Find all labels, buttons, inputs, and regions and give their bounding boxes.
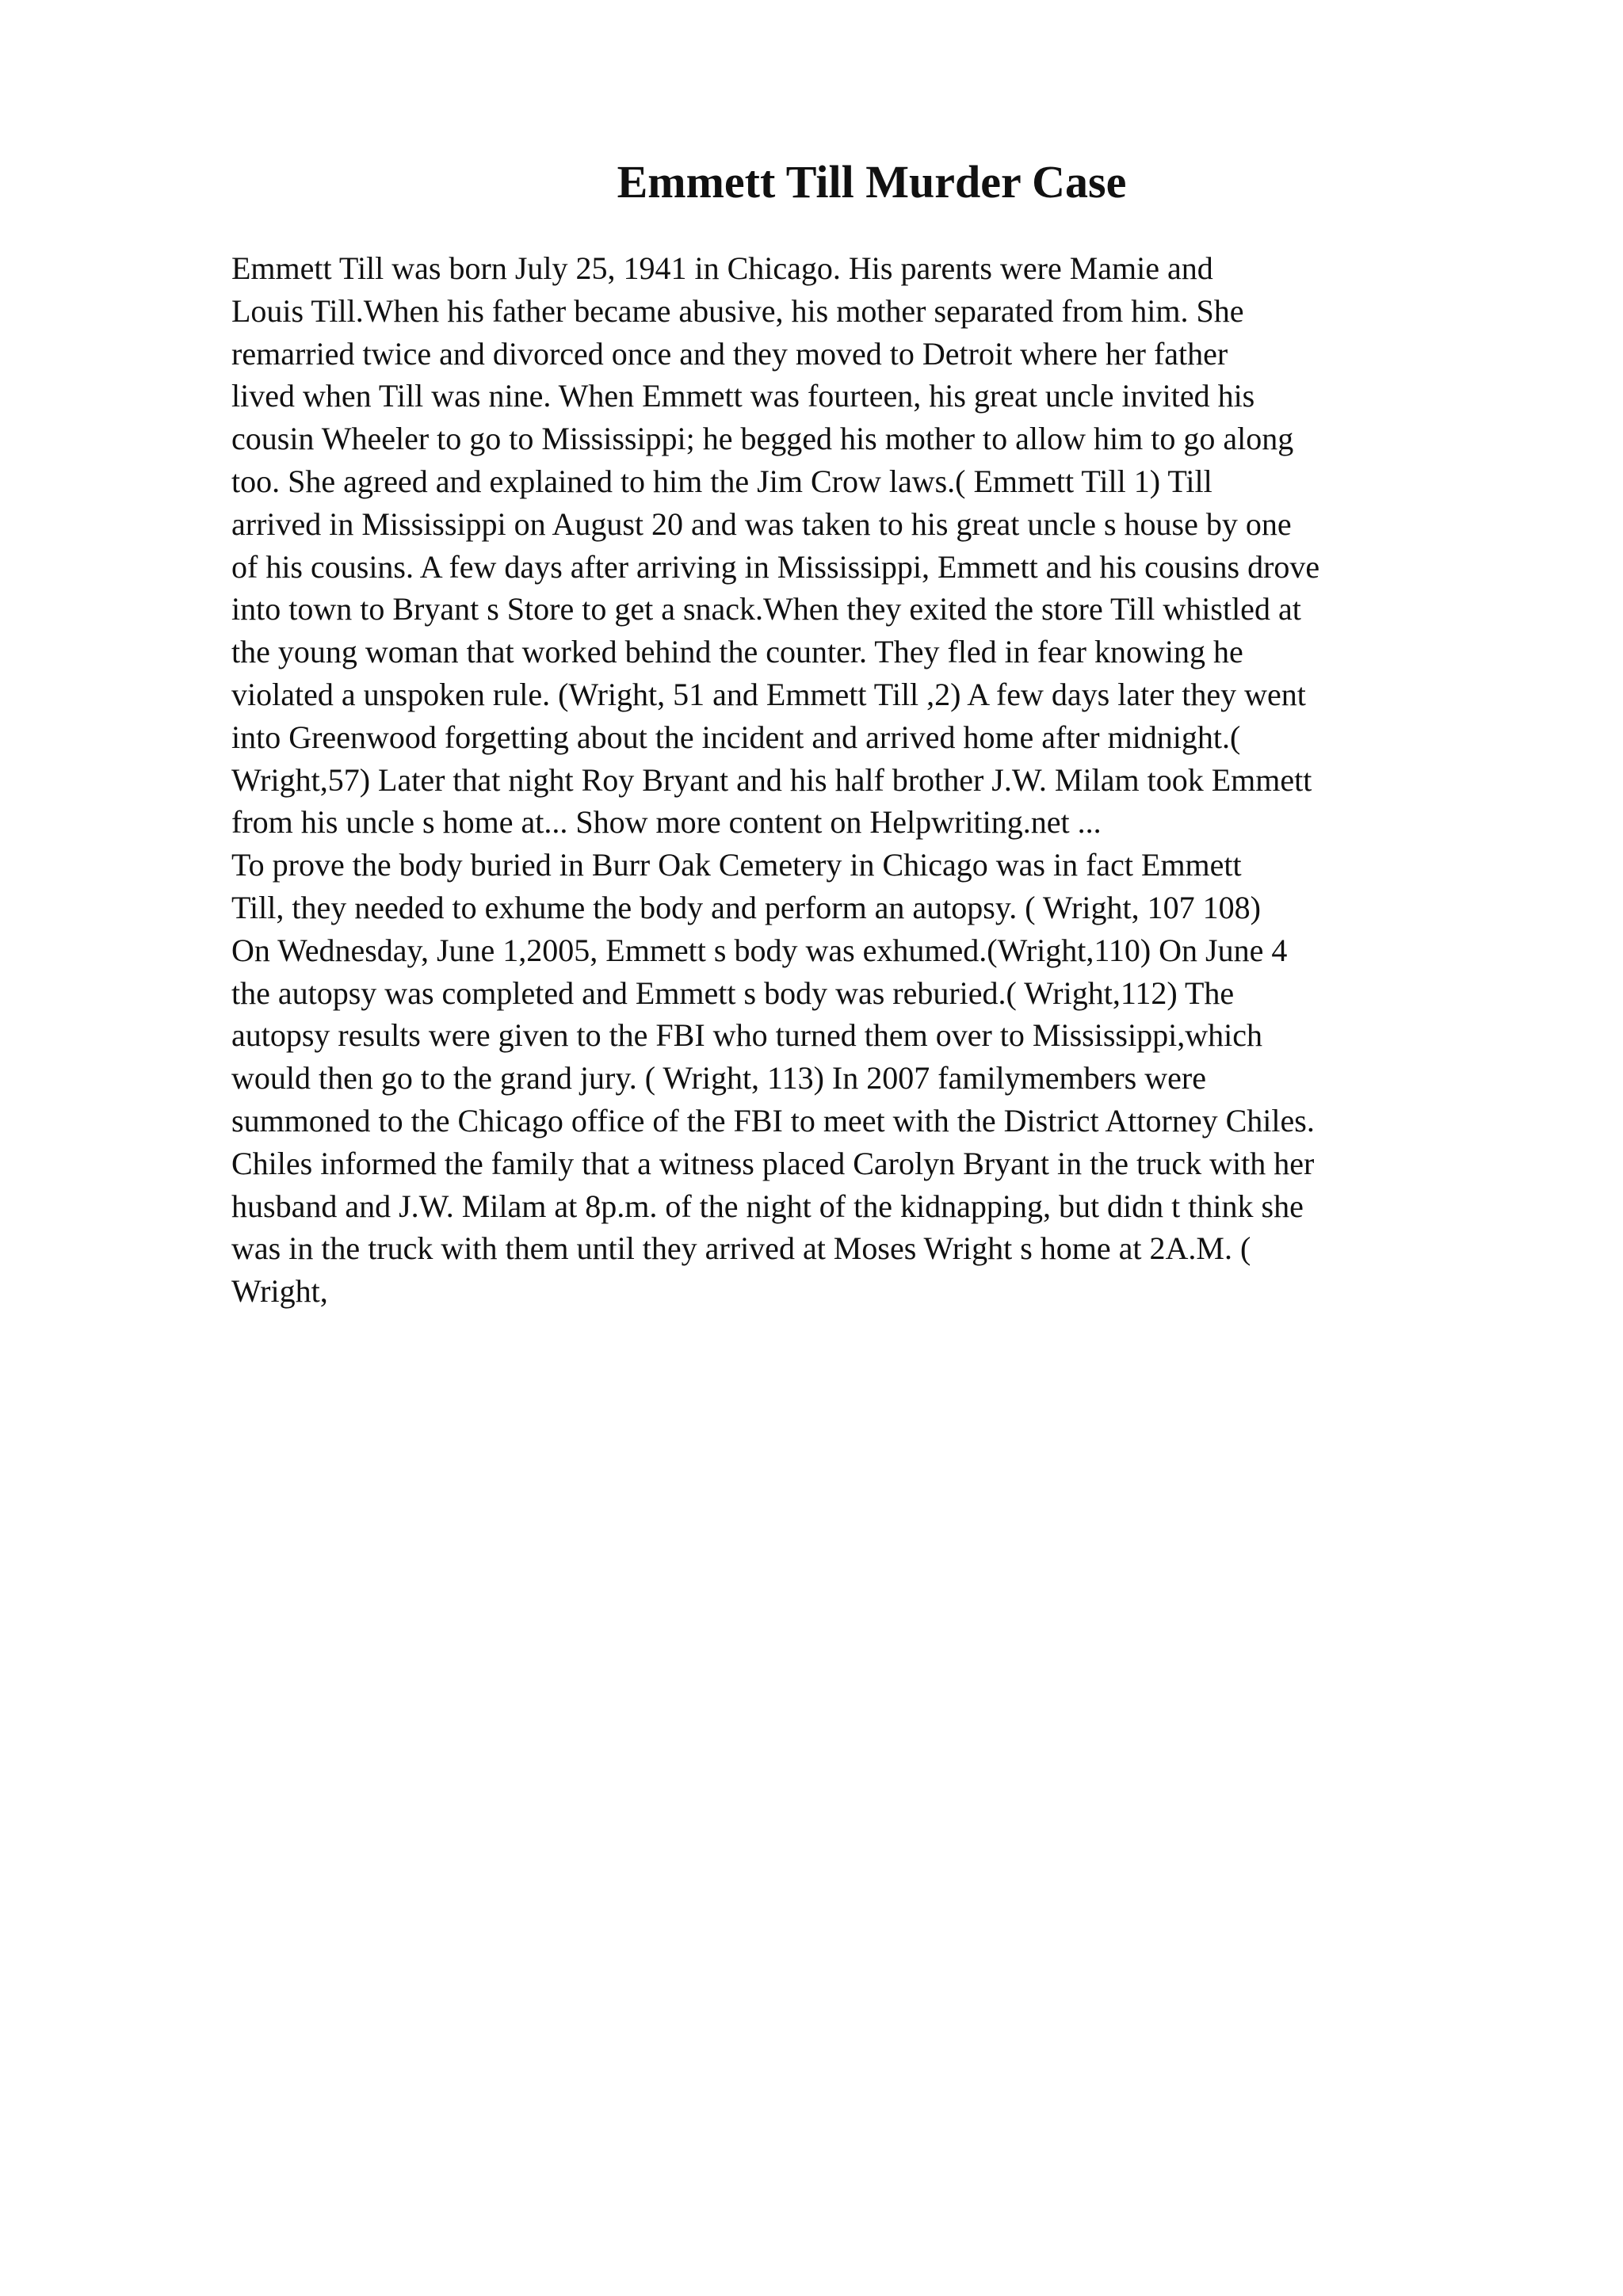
- body-line: would then go to the grand jury. ( Wright, 113) In 2007 familymembers were: [231, 1060, 1206, 1097]
- body-line: summoned to the Chicago office of the FBI to meet with the District Attorney Chiles.: [231, 1102, 1315, 1138]
- body-line: into town to Bryant s Store to get a snack.When they exited the store Till whistled at: [231, 591, 1301, 627]
- body-line: Chiles informed the family that a witness placed Carolyn Bryant in the truck with her: [231, 1145, 1315, 1181]
- body-line: Wright,: [231, 1273, 328, 1310]
- body-line: from his uncle s home at... Show more content on Helpwriting.net ...: [231, 804, 1102, 841]
- body-line: autopsy results were given to the FBI who turned them over to Mississippi,which: [231, 1017, 1262, 1054]
- body-line: cousin Wheeler to go to Mississippi; he begged his mother to allow him to go along: [231, 421, 1294, 457]
- body-line: was in the truck with them until they arrived at Moses Wright s home at 2A.M. (: [231, 1230, 1251, 1267]
- body-line: into Greenwood forgetting about the incident and arrived home after midnight.(: [231, 719, 1241, 755]
- body-line: Till, they needed to exhume the body and perform an autopsy. ( Wright, 107 108): [231, 889, 1261, 925]
- body-line: lived when Till was nine. When Emmett was fourteen, his great uncle invited his: [231, 378, 1255, 414]
- document-body: [231, 247, 1594, 1313]
- body-line: Emmett Till was born July 25, 1941 in Chicago. His parents were Mamie and: [231, 250, 1213, 286]
- body-line: of his cousins. A few days after arriving in Mississippi, Emmett and his cousins drove: [231, 548, 1320, 585]
- body-line: Wright,57) Later that night Roy Bryant and his half brother J.W. Milam took Emmett: [231, 761, 1312, 798]
- body-line: remarried twice and divorced once and they moved to Detroit where her father: [231, 335, 1228, 372]
- body-line: violated a unspoken rule. (Wright, 51 and Emmett Till ,2) A few days later they went: [231, 676, 1306, 712]
- body-line: husband and J.W. Milam at 8p.m. of the night of the kidnapping, but didn t think she: [231, 1188, 1304, 1224]
- body-line: arrived in Mississippi on August 20 and was taken to his great uncle s house by one: [231, 505, 1292, 542]
- body-line: the young woman that worked behind the counter. They fled in fear knowing he: [231, 634, 1243, 670]
- body-line: To prove the body buried in Burr Oak Cemetery in Chicago was in fact Emmett: [231, 847, 1242, 883]
- body-line: too. She agreed and explained to him the Jim Crow laws.( Emmett Till 1) Till: [231, 463, 1212, 499]
- body-line: On Wednesday, June 1,2005, Emmett s body was exhumed.(Wright,110) On June 4: [231, 932, 1288, 968]
- body-line: the autopsy was completed and Emmett s body was reburied.( Wright,112) The: [231, 974, 1235, 1011]
- body-line: Louis Till.When his father became abusive, his mother separated from him. She: [231, 292, 1244, 329]
- document-title: Emmett Till Murder Case: [617, 156, 1127, 208]
